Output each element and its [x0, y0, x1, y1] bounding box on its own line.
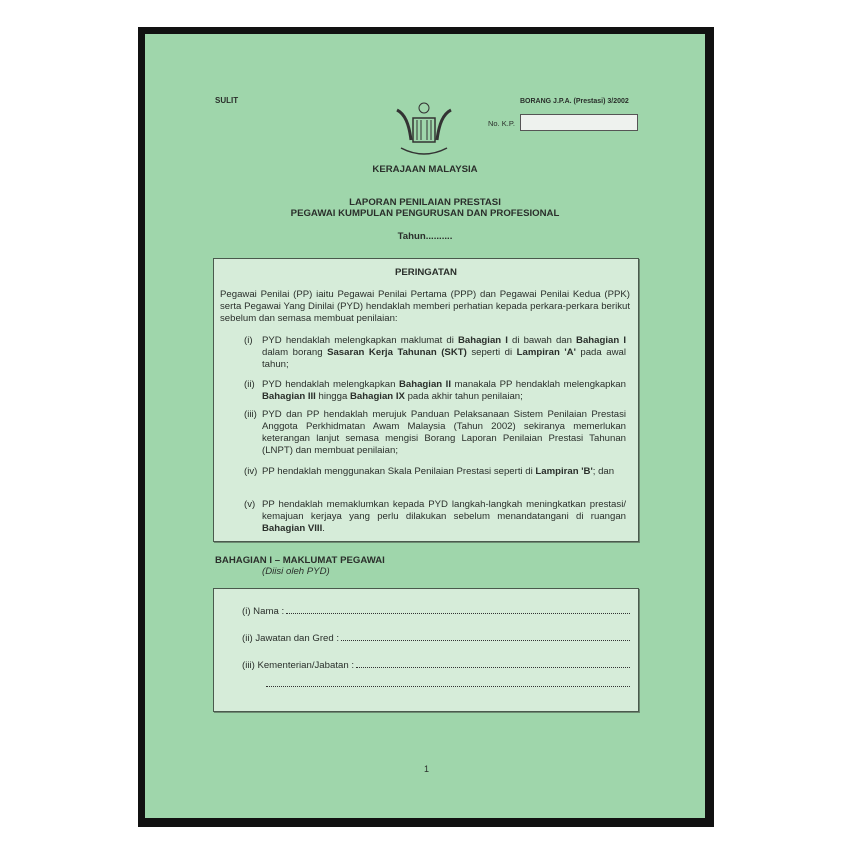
item-text: seperti di — [466, 347, 517, 358]
item-text: . — [322, 523, 325, 534]
bahagian-subheading: (Diisi oleh PYD) — [262, 566, 330, 577]
classification-label: SULIT — [215, 96, 239, 105]
form-code: BORANG J.P.A. (Prestasi) 3/2002 — [520, 98, 629, 105]
item-text: PYD dan PP hendaklah merujuk Panduan Pelaksanaan Sistem Penilaian Prestasi Anggota Perkhidmatan Awam Malaysia (Tahun 2002) sekiranya memerlukan keterangan lanjut semasa mengisi Borang Laporan Penilaian Prestasi Tahunan (LNPT) dan membuat penilaian; — [262, 409, 626, 456]
item-text: PP hendaklah memaklumkan kepada PYD langkah-langkah meningkatkan prestasi/ kemajuan kerjaya yang perlu dilakukan sebelum menandatangani di ruangan — [262, 499, 626, 522]
kementerian-input-line2[interactable] — [266, 686, 630, 687]
kementerian-input[interactable] — [356, 660, 630, 668]
list-item — [244, 466, 626, 478]
item-bold: Bahagian I — [457, 335, 508, 346]
item-text: dalam borang — [262, 347, 328, 358]
item-text: di bawah dan — [507, 335, 577, 346]
coat-of-arms-emblem — [391, 100, 457, 162]
item-bold: Bahagian III — [262, 391, 316, 402]
kp-label: No. K.P. — [488, 119, 515, 128]
item-number: (ii) — [244, 379, 255, 390]
item-bold: Lampiran 'A' — [516, 347, 576, 358]
item-bold: Bahagian IX — [349, 391, 405, 402]
item-bold: Bahagian I — [576, 335, 626, 346]
item-number: (i) — [244, 335, 253, 346]
nama-input[interactable] — [286, 606, 630, 614]
list-item — [244, 379, 626, 403]
item-text: PYD hendaklah melengkapkan — [262, 379, 399, 390]
item-text: pada akhir tahun penilaian; — [404, 391, 523, 402]
item-text: ; dan — [592, 466, 615, 477]
item-number: (v) — [244, 499, 256, 510]
peringatan-box — [213, 258, 639, 542]
bahagian-heading: BAHAGIAN I – MAKLUMAT PEGAWAI — [215, 555, 385, 566]
nama-field[interactable] — [242, 606, 630, 617]
form-title-line1: LAPORAN PENILAIAN PRESTASI — [349, 197, 501, 208]
item-text: manakala PP hendaklah melengkapkan — [451, 379, 626, 390]
item-number: (iii) — [244, 409, 257, 420]
item-number: (iv) — [244, 466, 258, 477]
item-bold: Bahagian VIII — [262, 523, 323, 534]
item-text: hingga — [315, 391, 350, 402]
item-text: PP hendaklah menggunakan Skala Penilaian Prestasi seperti di — [262, 466, 536, 477]
peringatan-intro: Pegawai Penilai (PP) iaitu Pegawai Penilai Pertama (PPP) dan Pegawai Penilai Kedua (PPK) serta Pegawai Yang Dinilai (PYD) hendaklah memberi perhatian kepada perkara-perkara berikut sebelum dan semasa membuat penilaian: — [220, 289, 630, 324]
item-bold: Sasaran Kerja Tahunan (SKT) — [327, 347, 467, 358]
year-field[interactable]: Tahun.......... — [397, 231, 453, 242]
maklumat-pegawai-box — [213, 588, 639, 712]
kementerian-field[interactable] — [242, 660, 630, 671]
field-label: (iii) Kementerian/Jabatan : — [242, 660, 354, 671]
item-bold: Bahagian II — [398, 379, 451, 390]
field-label: (ii) Jawatan dan Gred : — [242, 633, 340, 644]
kp-number-input[interactable] — [520, 114, 638, 131]
list-item — [244, 409, 626, 457]
item-text: pada awal tahun; — [262, 347, 626, 370]
kementerian-field-line2[interactable] — [264, 686, 630, 690]
list-item — [244, 499, 626, 535]
form-title-line2: PEGAWAI KUMPULAN PENGURUSAN DAN PROFESIONAL — [290, 208, 560, 219]
government-title: KERAJAAN MALAYSIA — [372, 164, 478, 175]
field-label: (i) Nama : — [242, 606, 285, 617]
jawatan-field[interactable] — [242, 633, 630, 644]
item-bold: Lampiran 'B' — [535, 466, 593, 477]
item-text: PYD hendaklah melengkapkan maklumat di — [262, 335, 458, 346]
page-number: 1 — [423, 764, 429, 774]
jawatan-input[interactable] — [341, 633, 630, 641]
peringatan-heading: PERINGATAN — [394, 267, 457, 278]
list-item — [244, 335, 626, 371]
form-page — [145, 34, 705, 818]
